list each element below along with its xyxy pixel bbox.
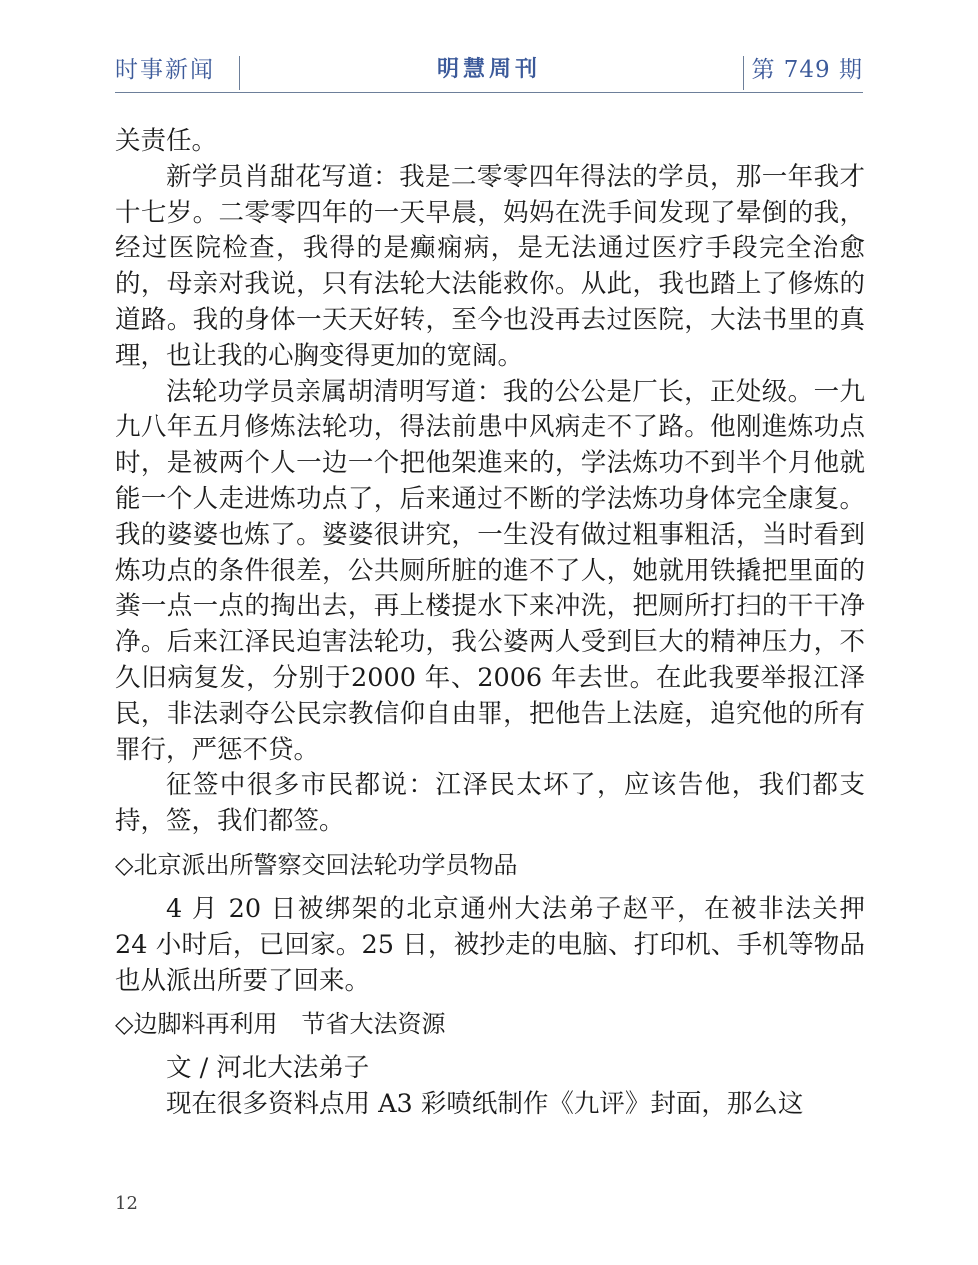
- page-header: [115, 50, 863, 93]
- paragraph: 法轮功学员亲属胡清明写道：我的公公是厂长，正处级。一九九八年五月修炼法轮功，得法前患中风病走不了路。他刚進炼功点时，是被两个人一边一个把他架進来的，学法炼功不到半个月他就能一个人走进炼功点了，后来通过不断的学法炼功身体完全康复。我的婆婆也炼了。婆婆很讲究，一生没有做过粗事粗活，当时看到炼功点的条件很差，公共厕所脏的進不了人，她就用铁撬把里面的粪一点一点的掏出去，再上楼提水下来冲洗，把厕所打扫的干干净净。后来江泽民迫害法轮功，我公婆两人受到巨大的精神压力，不久旧病复发，分别于2000 年、2006 年去世。在此我要举报江泽民，非法剥夺公民宗教信仰自由罪，把他告上法庭，追究他的所有罪行，严惩不贷。: [115, 376, 865, 765]
- article-body: [115, 124, 865, 1123]
- section-heading: ◇北京派出所警察交回法轮功学员物品: [115, 850, 518, 879]
- issue-number: 第 749 期: [751, 57, 863, 83]
- paragraph: 现在很多资料点用 A3 彩喷纸制作《九评》封面，那么这: [166, 1089, 804, 1120]
- paragraph: 征签中很多市民都说：江泽民太坏了，应该告他，我们都支持，签，我们都签。: [115, 770, 865, 837]
- paragraph: 4 月 20 日被绑架的北京通州大法弟子赵平，在被非法关押 24 小时后，已回家。25 日，被抄走的电脑、打印机、手机等物品也从派出所要了回来。: [115, 893, 865, 996]
- header-divider-right: [743, 56, 744, 90]
- page-number: 12: [115, 1193, 138, 1214]
- section-title: 时事新闻: [115, 57, 215, 83]
- paragraph: 关责任。: [115, 126, 218, 156]
- byline: 文 / 河北大法弟子: [166, 1053, 370, 1084]
- section-heading: ◇边脚料再利用 节省大法资源: [115, 1010, 446, 1039]
- publication-title: 明慧周刊: [436, 57, 541, 82]
- paragraph: 新学员肖甜花写道：我是二零零四年得法的学员，那一年我才十七岁。二零零四年的一天早晨，妈妈在洗手间发现了晕倒的我，经过医院检查，我得的是癫痫病，是无法通过医疗手段完全治愈的，母亲对我说，只有法轮大法能救你。从此，我也踏上了修炼的道路。我的身体一天天好转，至今也没再去过医院，大法书里的真理，也让我的心胸变得更加的宽阔。: [115, 161, 865, 371]
